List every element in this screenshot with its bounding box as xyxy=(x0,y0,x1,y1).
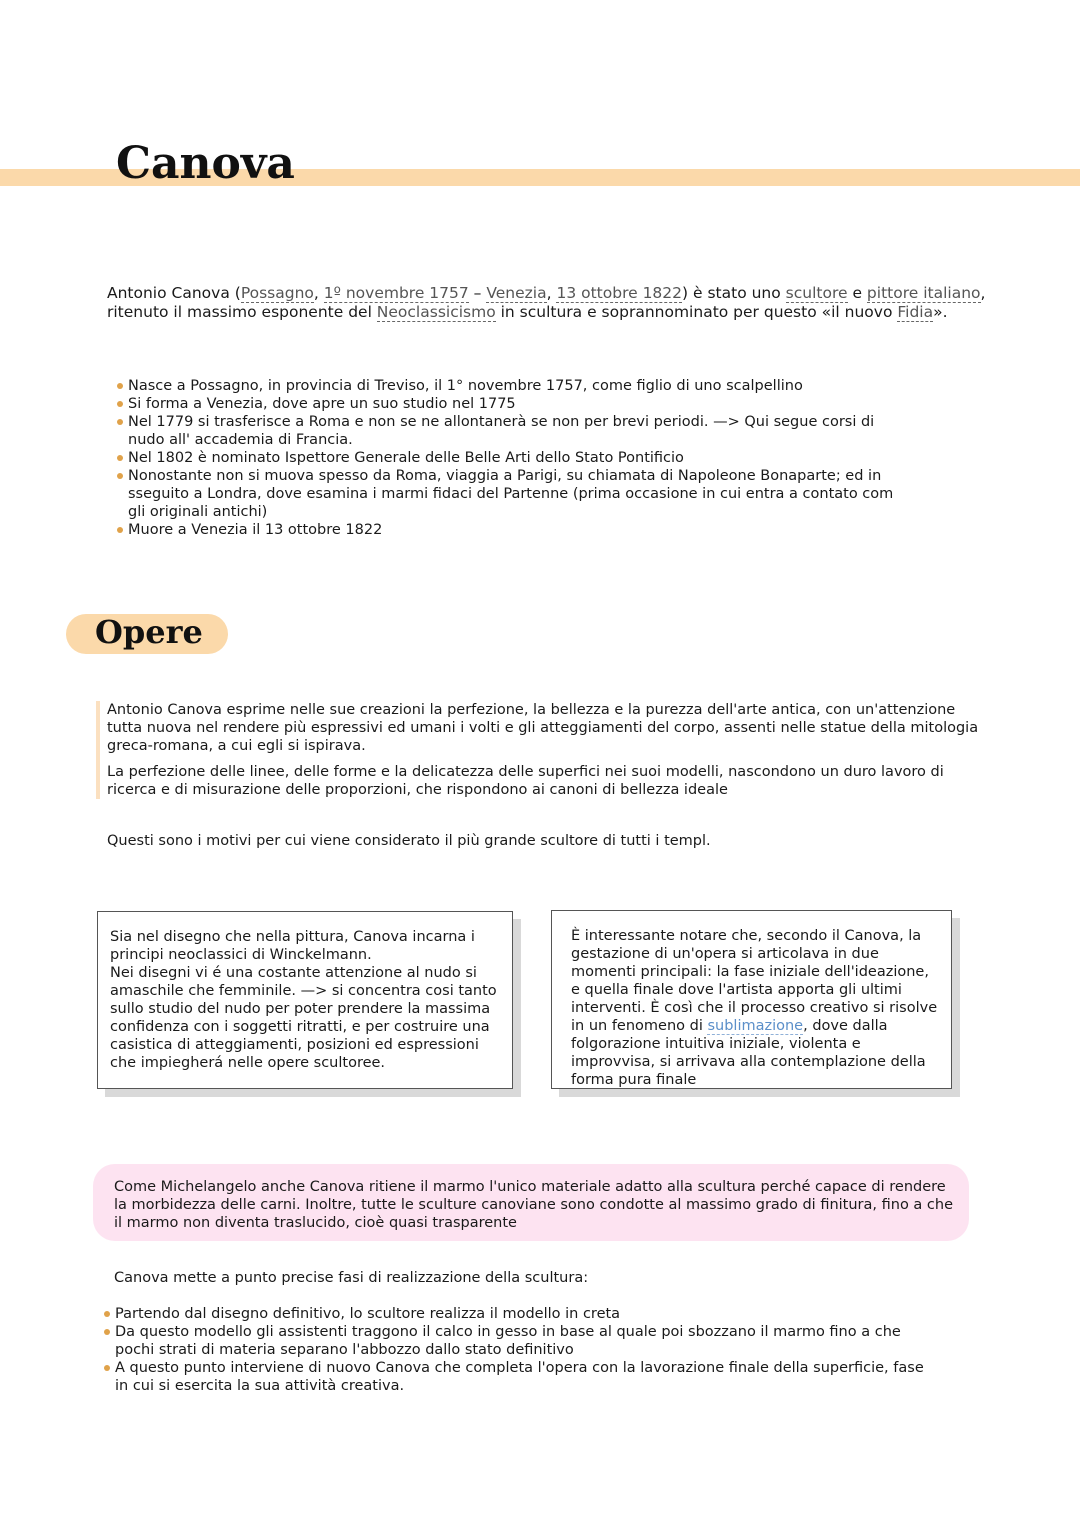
intro-text: , xyxy=(546,284,557,302)
link-fidia[interactable]: Fidia xyxy=(897,303,934,321)
quote-paragraph: Antonio Canova esprime nelle sue creazioni la perfezione, la bellezza e la purezza dell'arte antica, con un'attenzione tutta nuova nel rendere più espressivi ed umani i volti e gli atteggiamenti del corpo, assenti nelle statue della mitologia greca-romana, a cui egli si ispirava. xyxy=(107,702,979,754)
link-venezia[interactable]: Venezia xyxy=(486,284,547,302)
list-item: Si forma a Venezia, dove apre un suo studio nel 1775 xyxy=(108,395,908,413)
box-sentence: Nei disegni vi é una costante attenzione al nudo si amaschile che femminile. —> si concentra cosi tanto sullo studio del nudo per poter prendere la massima confidenza con i soggetti ritratti, e per costruire una casistica di atteggiamenti, posizioni ed espressioni che impiegherá nelle opere scultoree. xyxy=(110,965,497,1071)
box-sentence: Sia nel disegno che nella pittura, Canova incarna i principi neoclassici di Winckelmann. xyxy=(110,929,475,963)
link-neoclassicismo[interactable]: Neoclassicismo xyxy=(376,303,496,321)
box-sentence: , dove dalla folgorazione intuitiva iniziale, violenta e improvvisa, si arrivava alla contemplazione della forma pura finale xyxy=(571,1018,926,1088)
list-item: Nasce a Possagno, in provincia di Treviso, il 1° novembre 1757, come figlio di uno scalpellino xyxy=(108,377,908,395)
intro-text: ) è stato uno xyxy=(682,284,786,302)
box-sentence: È interessante notare che, secondo il Canova, la gestazione di un'opera si articolava in due momenti principali: la fase iniziale dell'ideazione, e quella finale dove l'artista apporta gli ultimi interventi. È così che il processo creativo si risolve in un fenomeno di xyxy=(571,928,938,1034)
link-death-date[interactable]: 13 ottobre 1822 xyxy=(556,284,683,302)
intro-text: , xyxy=(313,284,324,302)
link-sublimazione[interactable]: sublimazione xyxy=(707,1018,804,1034)
intro-text: e xyxy=(847,284,867,302)
box-text xyxy=(552,911,951,1089)
list-item: Partendo dal disegno definitivo, lo scultore realizza il modello in creta xyxy=(95,1305,940,1323)
intro-paragraph xyxy=(107,284,987,322)
list-item: Nel 1779 si trasferisce a Roma e non se ne allontanerà se non per brevi periodi. —> Qui segue corsi di nudo all' accademia di Francia. xyxy=(108,413,908,449)
marmo-callout xyxy=(93,1164,969,1241)
list-item: Da questo modello gli assistenti traggono il calco in gesso in base al quale poi sbozzano il marmo fino a che pochi strati di materia separano l'abbozzo dallo stato definitivo xyxy=(95,1323,940,1359)
opere-quote-block xyxy=(96,701,980,799)
page-title: Canova xyxy=(116,138,295,189)
intro-text: in scultura e soprannominato per questo «il nuovo xyxy=(495,303,898,321)
link-possagno[interactable]: Possagno xyxy=(240,284,314,302)
fasi-list xyxy=(95,1305,940,1395)
list-item: Muore a Venezia il 13 ottobre 1822 xyxy=(108,521,908,539)
section-title-opere: Opere xyxy=(95,613,203,651)
list-item: Nonostante non si muova spesso da Roma, viaggia a Parigi, su chiamata di Napoleone Bonaparte; ed in sseguito a Londra, dove esamina i marmi fidaci del Partenne (prima occasione in cui entra a contato com gli originali antichi) xyxy=(108,467,908,521)
winckelmann-box xyxy=(97,911,513,1089)
callout-text: Come Michelangelo anche Canova ritiene il marmo l'unico materiale adatto alla scultura perché capace di rendere la morbidezza delle carni. Inoltre, tutte le sculture canoviane sono condotte al massimo grado di finitura, fino a che il marmo non diventa traslucido, cioè quasi trasparente xyxy=(114,1179,953,1231)
intro-text: ». xyxy=(933,303,948,321)
list-item: Nel 1802 è nominato Ispettore Generale delle Belle Arti dello Stato Pontificio xyxy=(108,449,908,467)
link-pittore-italiano[interactable]: pittore italiano xyxy=(866,284,981,302)
intro-text: Antonio Canova ( xyxy=(107,284,241,302)
box-text xyxy=(98,912,512,1072)
list-item: A questo punto interviene di nuovo Canova che completa l'opera con la lavorazione finale della superficie, fase in cui si esercita la sua attività creativa. xyxy=(95,1359,940,1395)
motivi-text: Questi sono i motivi per cui viene considerato il più grande scultore di tutti i templ. xyxy=(107,833,711,849)
quote-paragraph: La perfezione delle linee, delle forme e la delicatezza delle superfici nei suoi modelli, nascondono un duro lavoro di ricerca e di misurazione delle proporzioni, che rispondono ai canoni di bellezza ideale xyxy=(107,764,944,798)
biography-list xyxy=(108,377,908,539)
link-scultore[interactable]: scultore xyxy=(785,284,848,302)
link-birth-date[interactable]: 1º novembre 1757 xyxy=(323,284,469,302)
intro-text: – xyxy=(468,284,487,302)
fasi-intro: Canova mette a punto precise fasi di realizzazione della scultura: xyxy=(114,1270,589,1286)
intro-text: , ritenuto il massimo esponente del xyxy=(107,284,986,321)
sublimazione-box xyxy=(551,910,952,1089)
